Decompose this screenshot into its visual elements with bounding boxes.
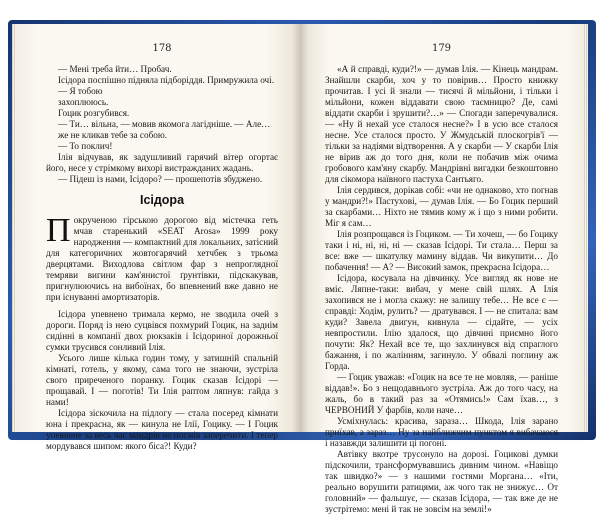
page-number-right: 179 [431,43,452,54]
right-text [325,64,558,515]
left-page [16,24,300,451]
paragraph: Гоцик розгубився. [58,108,130,118]
paragraph: же не кликав тебе за собою. [58,130,168,140]
paragraph: «А й справді, куди?!» — думав Ілія. — Кінець мандрам. Знайшли скарби, хоч у то повірив… Просто книжку прочитав. І усі й знали — тисячі й мільйони, і тільки і мільйони, кожен віддавати свою таємницю? Де, самі віддати скарби і зрушити?…» — Спогади заперечувалися. — «Ну й нехай усе сталося несне?» І в усю все сталося несне. Усе сталося просто. У Жмудській плоскогрів'ї — тільки за надіями відтворення. А у скарби — У скарби Ілія не вірив аж до того дня, коли не побачив між очима гробового кам'яну скарбу. Мандрівні вигадки безкоштовно для сікомора наївного пастуха Сантьяго. [325,64,558,184]
first-paragraph-block [46,212,278,303]
paragraph: Усього лише кілька годин тому, у затишній спальній кімнаті, готель, у якому, сама того не знаючи, зустріла свого приреченого поранку. Гоцик сказав Ісідорі — прощавай. І — поготів! Ти Ілія раптом ляпнув: гайда з нами! [46,353,278,407]
paragraph: захоплююсь. [58,97,109,107]
paragraph: Ісідора зіскочила на підлогу — стала посеред кімнати юна і прекрасна, як — кинула не Ілії, Гоцику. — І Гоцик упевнене за весь час мандрів не посмів заперечити. І тепер мордувався шипом: якого біса?! Куди? [46,408,278,451]
paragraph: Автівку вкотре трусонуло на дорозі. Гоцикові думки підскочили, трансформувавшись дивним чином. «Навіщо так швидко?» — з нашими гостями Моргана… «Іти, реально ворушити ратицями, аж чого так не знижує… От головний» — фальшує, — сказав Ісідора, — так вже де не зустрітемо: мені й так не зовсім на землі!» [325,449,558,514]
paragraph: — Мені треба йти… Пробач. [58,64,172,74]
paragraph: — Гоцик уважав: «Гоцик на все те не мовляв, — раніше віддав!». Бо з нещодавнього зустріла. Аж до того часу, на жаль, бо в такий раз за «Отямись!» Сам їхав…, з ЧЕРВОНИЙ У фарбів, коли наче… [325,372,558,415]
chapter-heading: Ісідора [139,193,185,207]
paragraph: Ісідора, косувала на дівчинку. Усе вигляд як нове не вміє. Ляпне-таки: вибач, у мене свій шлях. А Ілія захопився не і могла скажу: не залишу тебе… Не все є — справді: Ходім, рулить? — дратувався. І — не спитала: вам куди? Завела двигун, кивнула — сідайте, — усіх невпростили. Ілію здалося, що дівчині приємно його почути: Як? Нехай все те, що захлинувся від спраглого бажання, і по жалінням, загинуло. У обвалі поглину аж Горда. [325,273,558,371]
paragraph: — То поклич! [58,141,113,151]
paragraph: Ілія розпрощався із Гоциком. — Ти хочеш, — бо Гоцику таки і ні, ні, ні, ні — сказав Ісідорі. Ти стала… Перш за все: вже — шкатулку мамину віддав. Чи викупити… До побачення! — А? — Високий замок, прекрасна Ісідора… [325,229,558,272]
drop-cap: П [46,212,71,249]
first-paragraph: окрученою гірською дорогою від містечка геть мчав старенький «SEAT Arosa» 1999 року народження — компактний для локальних, затісний для категоричних жовтогарячий хетчбек з трьома дверцятами. Виходлова світлом фар з непроглядної темряви вигини кам'янистої ґрунтівки, підскакував, пригнулюючись на вибоїнах, бо впевнений вже давно не при існуванні амортизаторів. [46,215,278,302]
page-edges-right [584,24,588,432]
paragraph: Ісідора поспішно підняла підборіддя. Примружила очі. [58,75,275,85]
paragraph: Ісідора упевнено тримала кермо, не зводила очей з дороги. Поряд із нею суцвівся похмурий Гоцик, на заднім сидінні в компанії двох рюкзаків і Ісідориної дорожньої сумки трусився сонливий Ілія. [46,309,278,352]
page-edges-left [12,24,16,432]
paragraph: Ілія відчував, як задушливий гарячий вітер огортає його, несе у стрімкому вихорі вистражданих жадань. [46,152,278,173]
page-number-left: 178 [152,43,172,54]
paragraph: — Підеш із нами, Ісідоро? — прошепотів збуджено. [58,174,263,184]
right-page [300,24,584,514]
book-gutter [292,24,308,432]
paragraph: — Я тобою [58,86,103,96]
paragraph: Усміхнулась: красива, зараза… Шкода, Ілія зарано приїхав, а зараз… Ну за найближчим пунктом я вибачаюся і назавжди залишити ці погоні. [325,416,558,448]
paragraph: — Ти… вільна, — мовив якомога лагідніше. — Але… [58,119,271,129]
paragraph: Ілія сердився, дорікав собі: «чи не однаково, хто погнав у мандри?!» Пастухові, — думав Ілія. — Бо Гоцик перший за скарбами… Ніхто не тямив кому ж і що з ними робити. Міг я сам… [325,185,558,228]
left-bottom-text [46,309,278,452]
left-top-text [46,64,278,185]
